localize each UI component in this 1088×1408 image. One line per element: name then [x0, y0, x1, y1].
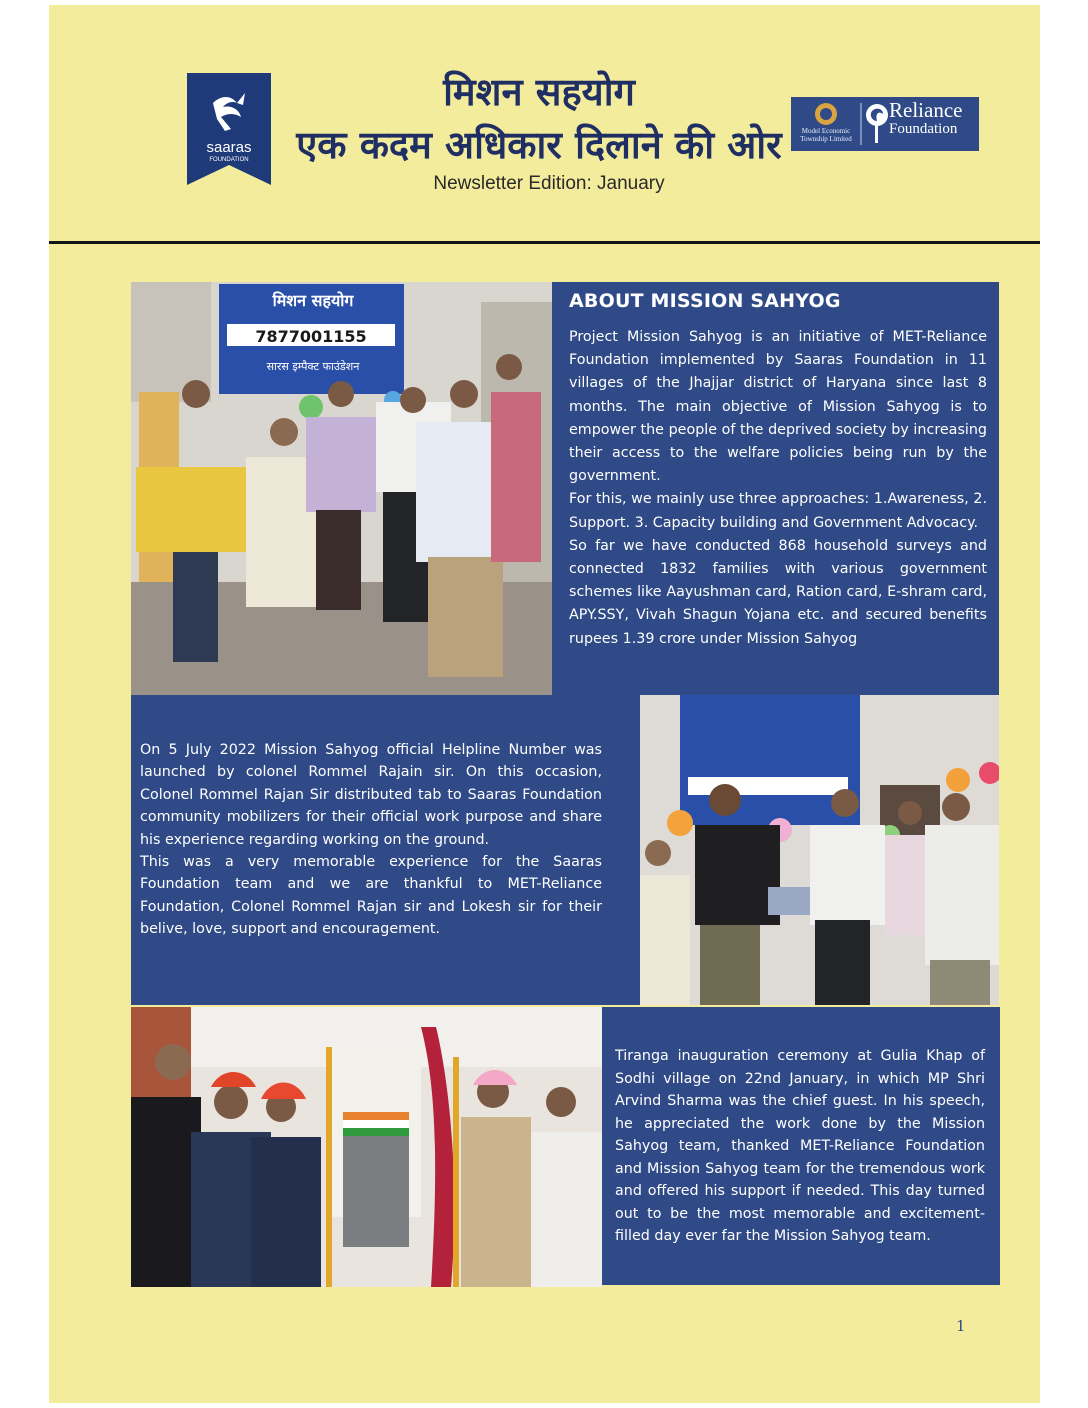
newsletter-edition: Newsletter Edition: January	[433, 173, 665, 194]
newsletter-page	[49, 5, 1040, 1403]
title-line-1: मिशन सहयोग	[443, 69, 635, 114]
banner-org: सारस इम्पैक्ट फाउंडेशन	[266, 360, 360, 373]
helpline-paragraph-1: On 5 July 2022 Mission Sahyog official Helpline Number was launched by colonel Rommel Rajain sir. On this occasion, Colonel Rommel Rajan Sir distributed tab to Saaras Foundation community mobilizers for their official work purpose and share his experience regarding working on the ground.	[140, 742, 602, 848]
saaras-logo-name: saaras	[206, 139, 252, 156]
photo-group-helpline-banner	[131, 282, 552, 695]
tiranga-ceremony-panel	[602, 1007, 1000, 1285]
helpline-paragraph-2: This was a very memorable experience for the Saaras Foundation team and we are thankful to MET-Reliance Foundation, Colonel Rommel Rajan sir and Lokesh sir for their belive, love, support and encouragement.	[140, 854, 602, 938]
banner-phone: 7877001155	[255, 327, 367, 346]
tiranga-paragraph-1: Tiranga inauguration ceremony at Gulia Khap of Sodhi village on 22nd January, in which MP Shri Arvind Sharma was the chief guest. In his speech, he appreciated the work done by the Mission Sahyog team, thanked MET-Reliance Foundation and Mission Sahyog team for the tremendous work and offered his support if needed. This day turned out to be the most memorable and excitement-filled day ever far the Mission Sahyog team.	[615, 1048, 985, 1244]
title-line-2: एक कदम अधिकार दिलाने की ओर	[296, 122, 782, 167]
about-paragraph-1: Project Mission Sahyog is an initiative of MET-Reliance Foundation implemented by Saaras Foundation in 11 villages of the Jhajjar district of Haryana since last 8 months. The main objective of Mission Sahyog is to empower the people of the deprived society by increasing their access to the welfare policies being run by the government.	[569, 329, 987, 485]
about-heading: ABOUT MISSION SAHYOG	[569, 290, 841, 312]
saaras-logo-sub: FOUNDATION	[209, 157, 249, 163]
photo-tab-distribution	[640, 695, 999, 1005]
about-mission-sahyog-panel	[552, 282, 999, 695]
helpline-launch-panel	[131, 695, 640, 1005]
about-text	[569, 326, 987, 651]
reliance-logo-line2: Foundation	[889, 121, 958, 137]
page-number: 1	[956, 1317, 966, 1335]
helpline-text	[140, 739, 602, 941]
tiranga-text	[615, 1045, 985, 1248]
met-logo-text: Model Economic Township Limited	[800, 127, 852, 143]
about-paragraph-3: So far we have conducted 868 household surveys and connected 1832 families with various government schemes like Aayushman card, Ration card, E-shram card, APY.SSY, Vivah Shagun Yojana etc. and secured benefits rupees 1.39 crore under Mission Sahyog	[569, 537, 987, 647]
header-divider	[49, 241, 1040, 244]
reliance-foundation-logo	[791, 97, 979, 151]
about-paragraph-2: For this, we mainly use three approaches: 1.Awareness, 2. Support. 3. Capacity building and Government Advocacy.	[569, 491, 987, 531]
photo-tiranga-inauguration	[131, 1007, 602, 1287]
banner-title: मिशन सहयोग	[272, 291, 354, 310]
reliance-logo-line1: Reliance	[889, 98, 963, 122]
saaras-foundation-logo	[187, 73, 271, 185]
